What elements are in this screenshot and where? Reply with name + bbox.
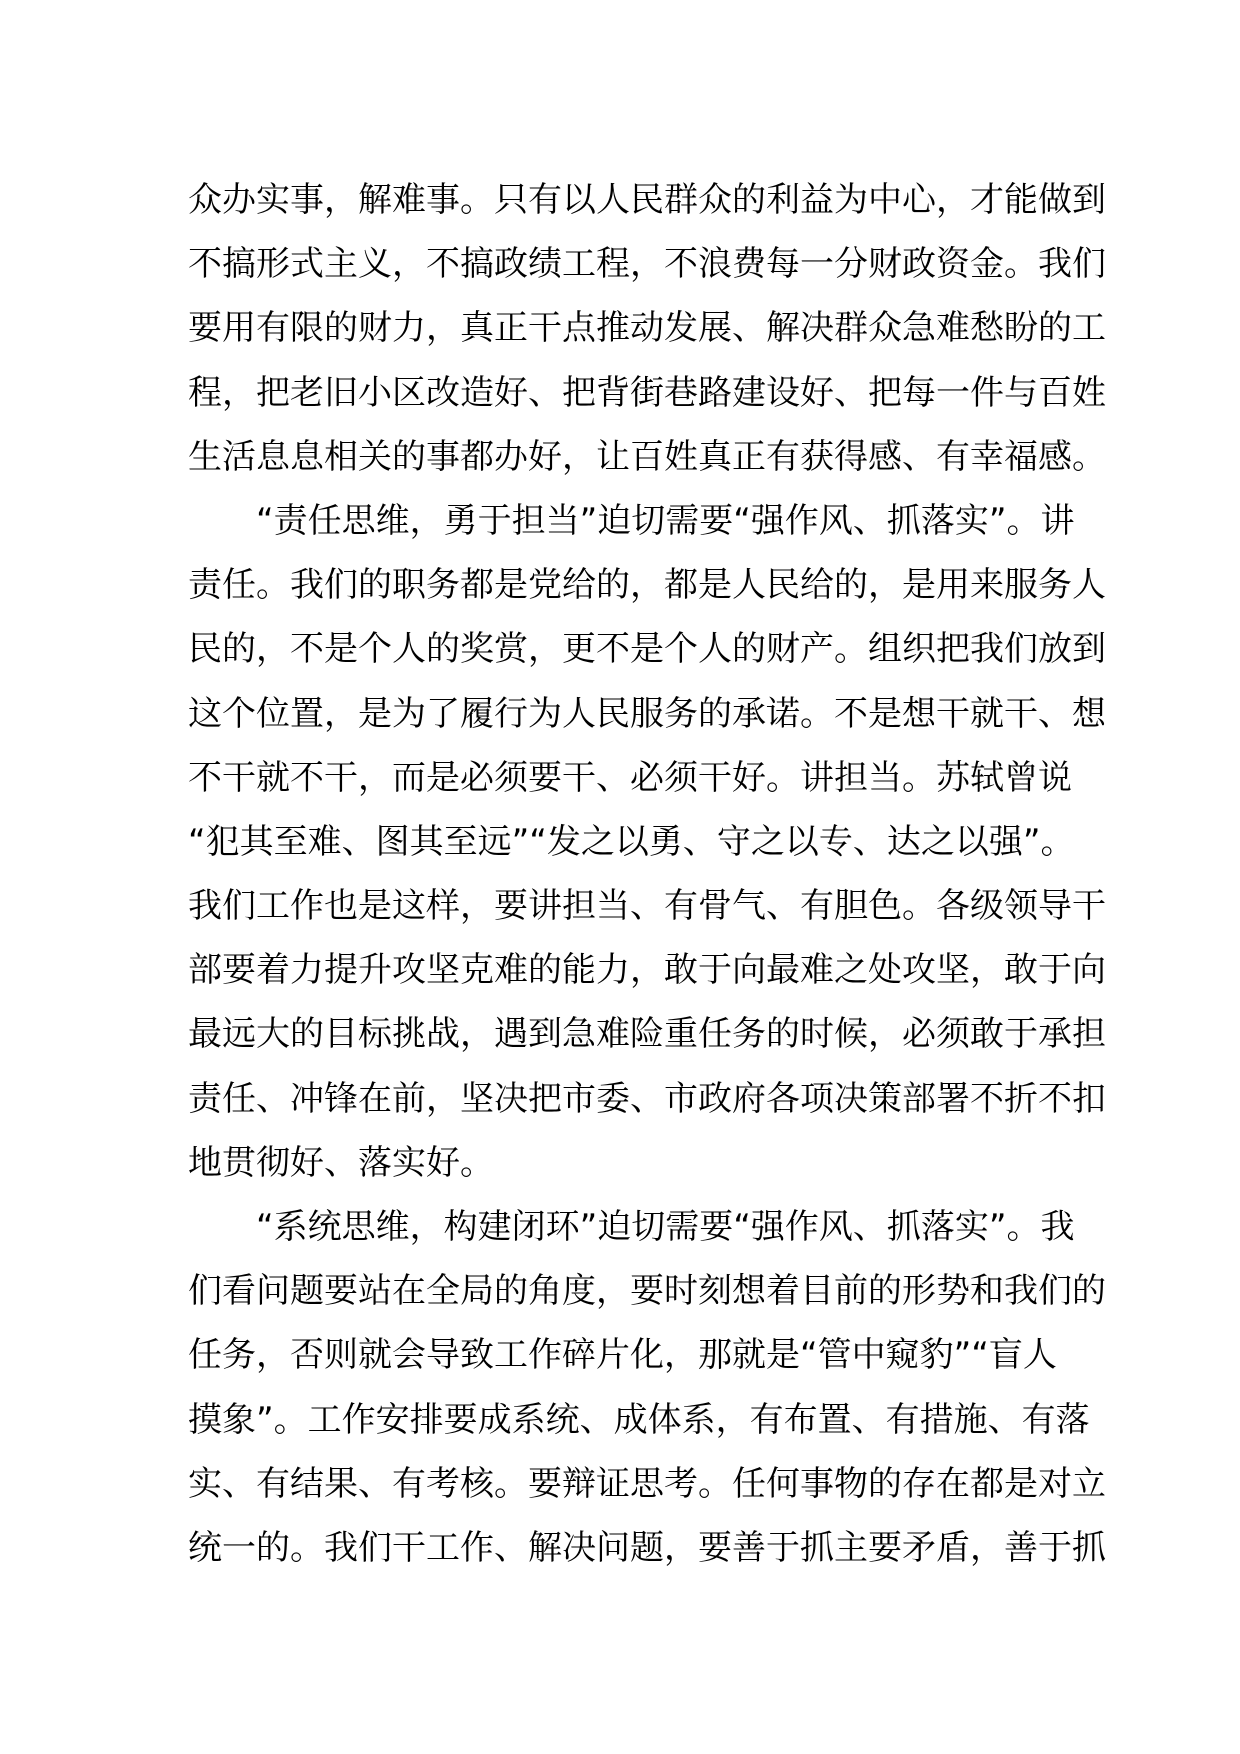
text-line: 生活息息相关的事都办好，让百姓真正有获得感、有幸福感。 [188,436,1106,477]
text-line: 要用有限的财力，真正干点推动发展、解决群众急难愁盼的工 [188,308,1106,349]
text-line: 我们工作也是这样，要讲担当、有骨气、有胆色。各级领导干 [188,886,1106,927]
text-line: “责任思维，勇于担当”迫切需要“强作风、抓落实”。讲 [188,500,1075,541]
text-line: 不干就不干，而是必须要干、必须干好。讲担当。苏轼曾说 [188,757,1072,798]
body-text [188,168,1106,1580]
text-line: 众办实事，解难事。只有以人民群众的利益为中心，才能做到 [188,180,1106,220]
text-line: 实、有结果、有考核。要辩证思考。任何事物的存在都是对立 [188,1463,1106,1504]
text-line: 民的，不是个人的奖赏，更不是个人的财产。组织把我们放到 [188,629,1106,670]
text-line: 责任。我们的职务都是党给的，都是人民给的，是用来服务人 [188,565,1106,606]
text-line: 这个位置，是为了履行为人民服务的承诺。不是想干就干、想 [188,693,1106,734]
text-line: 摸象”。工作安排要成系统、成体系，有布置、有措施、有落 [188,1399,1090,1440]
text-line: 们看问题要站在全局的角度，要时刻想着目前的形势和我们的 [188,1271,1106,1312]
text-line: 不搞形式主义，不搞政绩工程，不浪费每一分财政资金。我们 [188,244,1106,285]
text-line: 部要着力提升攻坚克难的能力，敢于向最难之处攻坚，敢于向 [188,950,1106,991]
text-line: 地贯彻好、落实好。 [188,1142,494,1183]
text-line: “系统思维，构建闭环”迫切需要“强作风、抓落实”。我 [188,1207,1075,1247]
text-line: “犯其至难、图其至远”“发之以勇、守之以专、达之以强”。 [188,821,1075,862]
text-line: 责任、冲锋在前，坚决把市委、市政府各项决策部署不折不扣 [188,1078,1106,1119]
text-line: 统一的。我们干工作、解决问题，要善于抓主要矛盾，善于抓 [188,1527,1106,1568]
text-line: 程，把老旧小区改造好、把背街巷路建设好、把每一件与百姓 [188,372,1106,413]
text-line: 最远大的目标挑战，遇到急难险重任务的时候，必须敢于承担 [188,1014,1106,1055]
text-line: 任务，否则就会导致工作碎片化，那就是“管中窥豹”“盲人 [188,1335,1057,1376]
